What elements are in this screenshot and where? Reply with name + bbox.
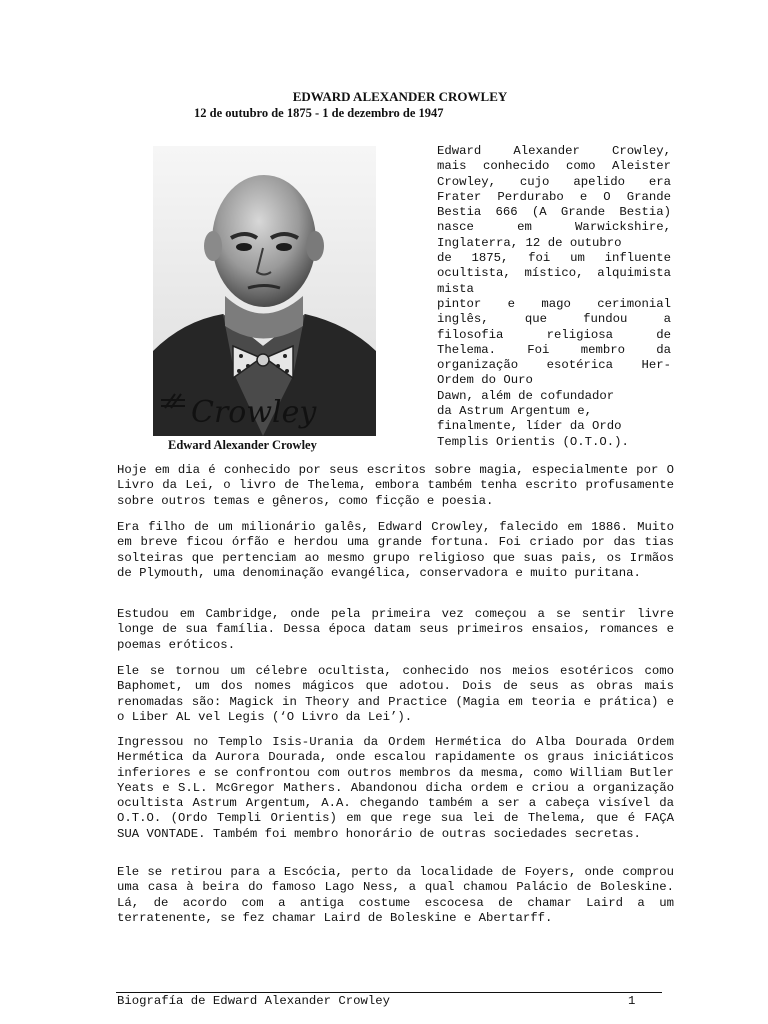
side-line: Bestia 666 (A Grande Bestia) — [437, 205, 671, 220]
side-line: Edward Alexander Crowley, — [437, 144, 671, 158]
page-number: 1 — [628, 994, 636, 1008]
side-line: Dawn, além de cofundador — [437, 388, 615, 403]
side-line: mais conhecido como Aleister — [437, 159, 671, 174]
body-paragraph: Estudou em Cambridge, onde pela primeira vez começou a se sentir livre longe de sua família. Dessa época datam seus primeiros ensaios, romances e poemas eróticos. — [117, 607, 674, 652]
side-line: ocultista, místico, alquimista — [437, 266, 671, 281]
side-text — [437, 144, 671, 450]
side-line: Crowley, cujo apelido era — [437, 174, 671, 189]
body-paragraph: Ele se tornou um célebre ocultista, conhecido nos meios esotéricos como Baphomet, um dos nomes mágicos que adotou. Dois de seus as obras mais renomadas são: Magick in Theory and Practice (Magia em teoria e prática) e o Liber AL vel Legis (‘O Livro da Lei’). — [117, 664, 674, 724]
side-line: finalmente, líder da Ordo — [437, 419, 622, 434]
body-paragraph: Era filho de um milionário galês, Edward Crowley, falecido em 1886. Muito em breve ficou órfão e herdou uma grande fortuna. Foi criado por das tias solteiras que pertenciam ao mesmo grupo religioso que suas pais, os Irmãos de Plymouth, uma denominação evangélica, conservadora e muito puritana. — [117, 520, 674, 580]
body-paragraph: Ingressou no Templo Isis-Urania da Ordem Hermética do Alba Dourada Ordem Hermética da Aurora Dourada, onde escalou rapidamente os graus iniciáticos inferiores e se confrontou com outros membros da mesma, como William Butler Yeats e S.L. McGregor Mathers. Abandonou dicha ordem e criou a organização ocultista Astrum Argentum, A.A. chegando também a ser a cabeça visível da O.T.O. (Ordo Templi Orientis) em que rege sua lei de Thelema, que é FAÇA SUA VONTADE. Também foi membro honorário de outras sociedades secretas. — [117, 735, 674, 841]
body-paragraph: Ele se retirou para a Escócia, perto da localidade de Foyers, onde comprou uma casa à beira do famoso Lago Ness, a qual chamou Palácio de Boleskine. Lá, de acordo com a antiga costume escocesa de chamar Laird a um terratenente, se fez chamar Laird de Boleskine e Abertarff. — [117, 865, 674, 925]
side-line: nasce em Warwickshire, — [437, 220, 671, 235]
footer-title: Biografía de Edward Alexander Crowley — [117, 994, 391, 1008]
side-line: da Astrum Argentum e, — [437, 404, 592, 419]
side-line: filosofia religiosa de — [437, 327, 671, 342]
side-line: Frater Perdurabo e O Grande — [437, 189, 671, 204]
side-line: Inglaterra, 12 de outubro — [437, 235, 622, 250]
body-paragraph: Hoje em dia é conhecido por seus escritos sobre magia, especialmente por O Livro da Lei, o livro de Thelema, embora também tenha escrito profusamente sobre outros temas e gêneros, como ficção e poesia. — [117, 463, 674, 508]
life-dates: 12 de outubro de 1875 - 1 de dezembro de 1947 — [194, 106, 444, 120]
portrait-photo — [153, 146, 376, 436]
side-line: Templis Orientis (O.T.O.). — [437, 434, 629, 449]
side-line: Thelema. Foi membro da — [437, 342, 671, 357]
page-title: EDWARD ALEXANDER CROWLEY — [292, 89, 508, 104]
photo-caption: Edward Alexander Crowley — [168, 438, 317, 452]
portrait-illustration — [153, 146, 376, 436]
side-line: pintor e mago cerimonial — [437, 296, 671, 311]
side-line: mista — [437, 281, 474, 296]
signature-text: Crowley — [191, 395, 317, 430]
footer-rule — [116, 992, 662, 993]
side-line: Ordem do Ouro — [437, 373, 533, 388]
side-line: organização esotérica Her- — [437, 358, 671, 373]
side-line: de 1875, foi um influente — [437, 251, 671, 266]
side-line: inglês, que fundou a — [437, 312, 671, 327]
